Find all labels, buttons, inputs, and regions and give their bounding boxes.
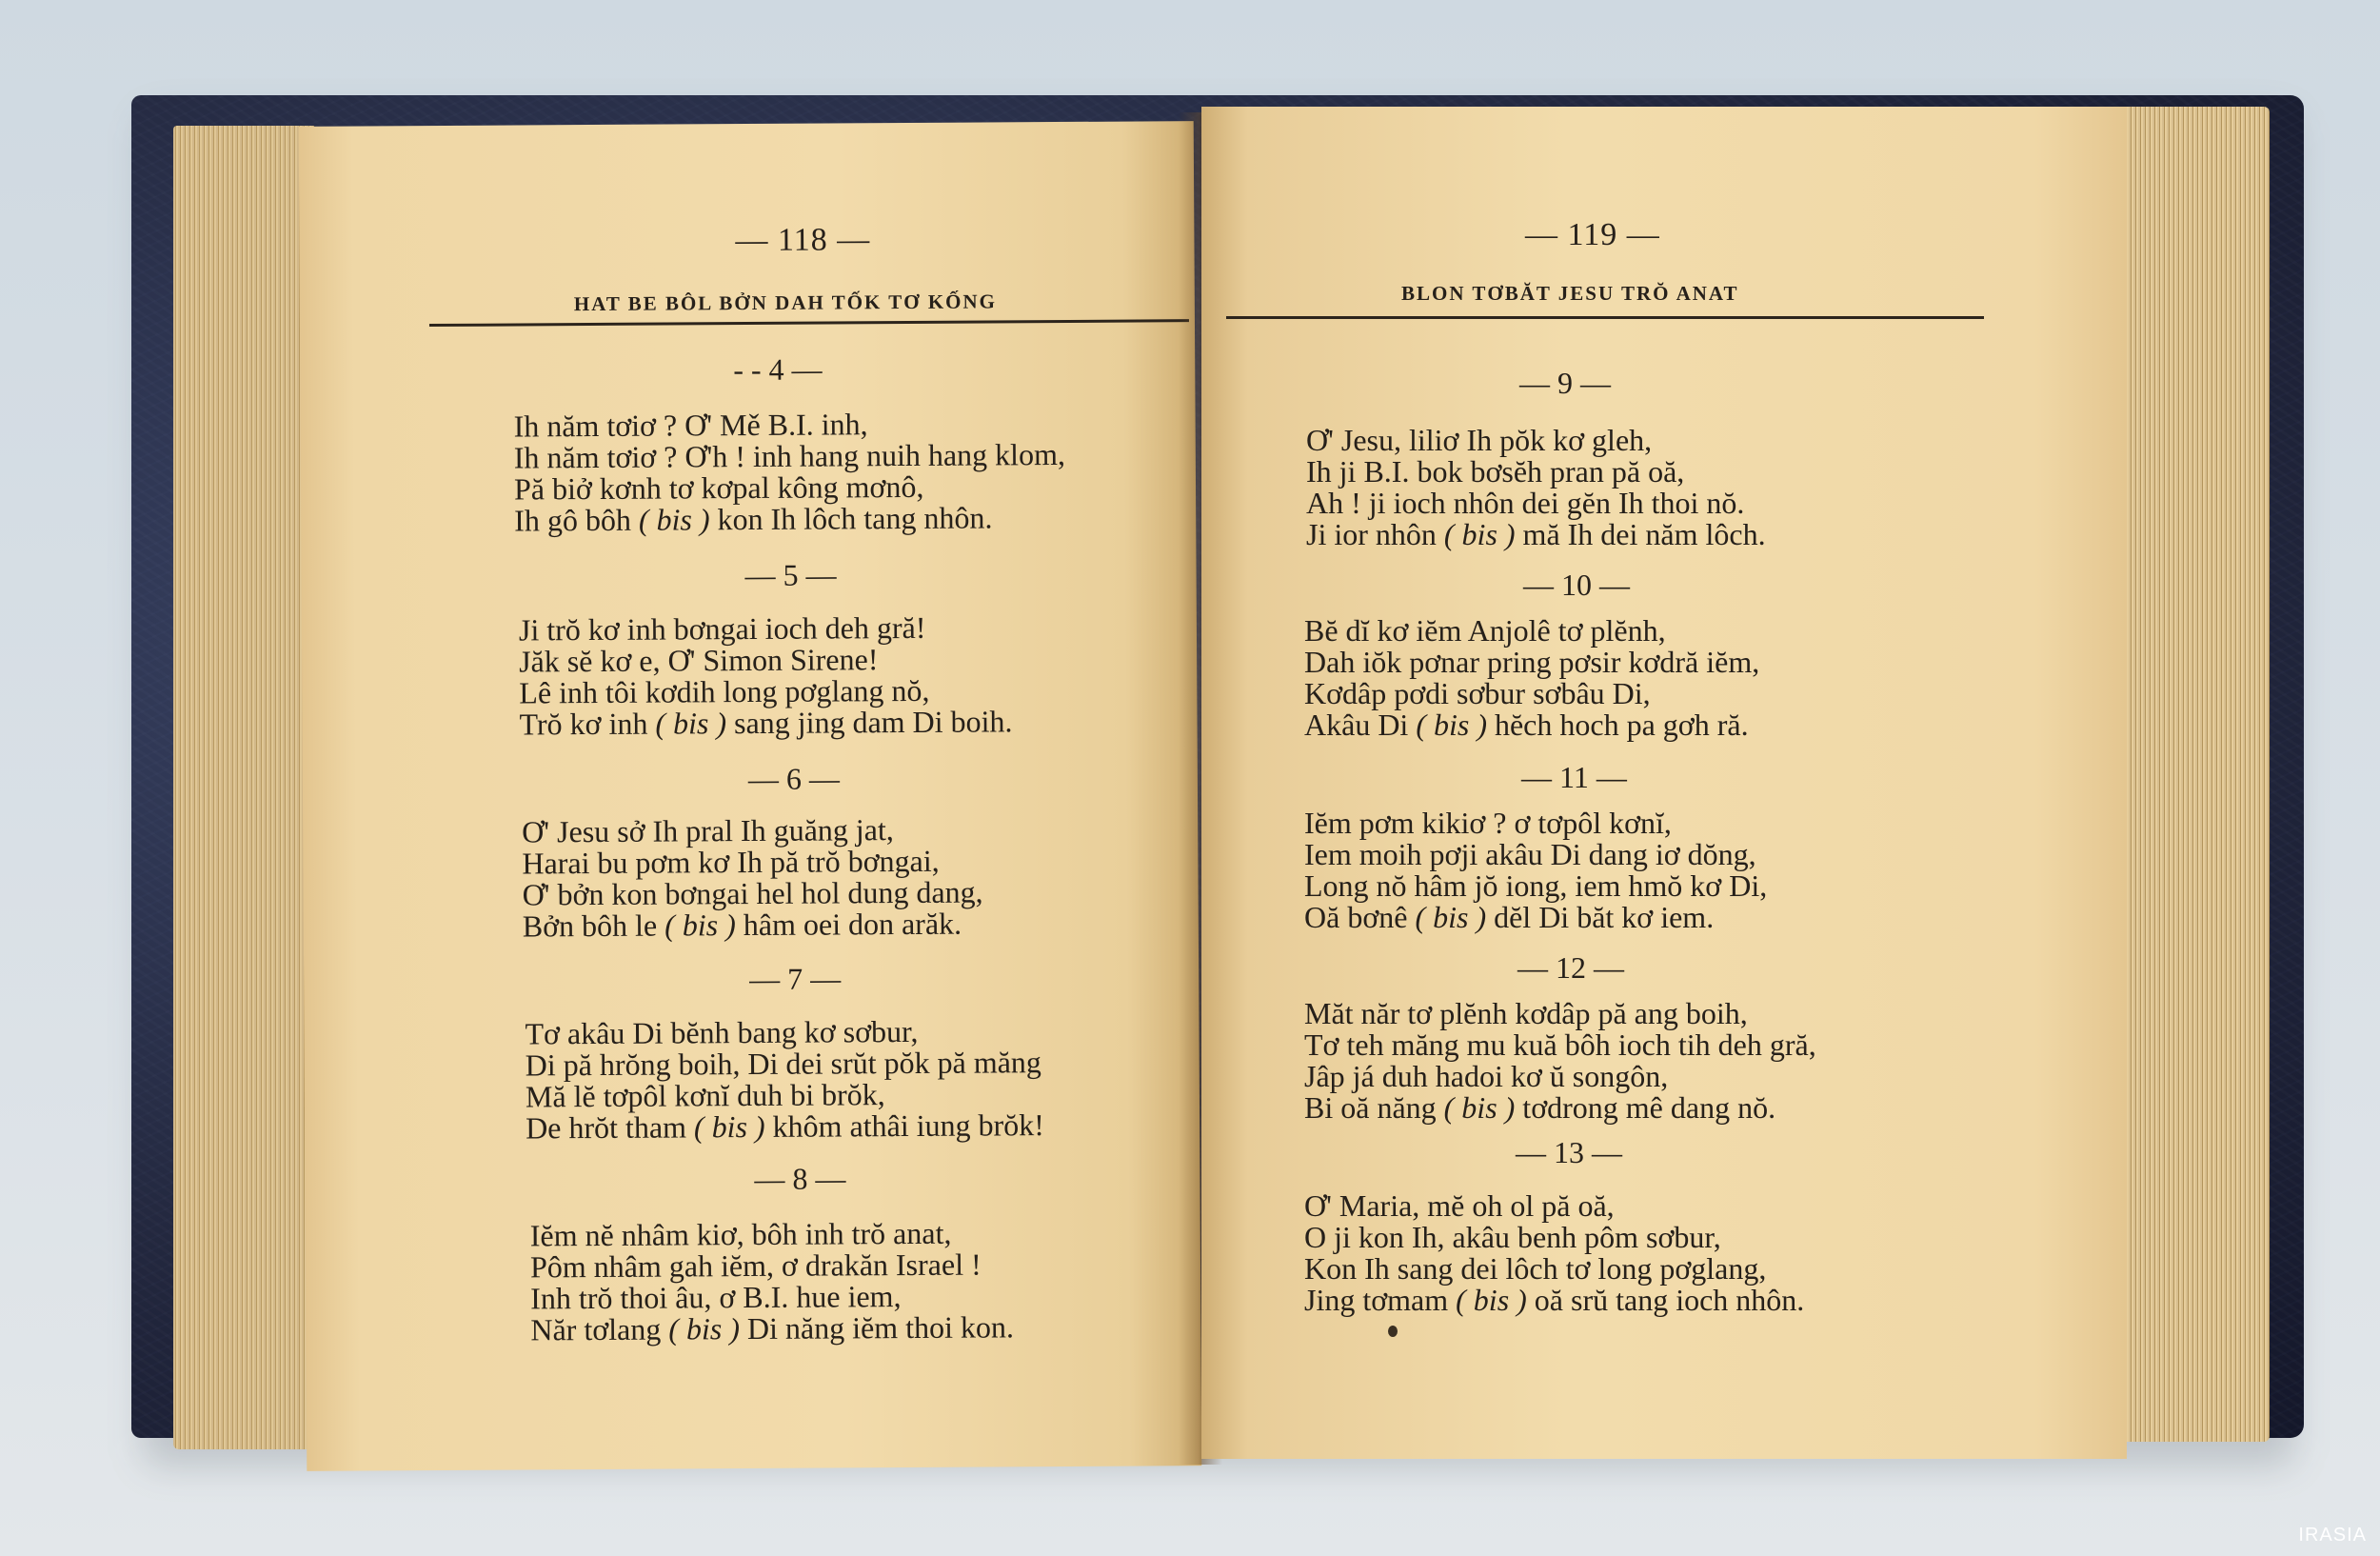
verse-line: De hrŏt tham ( bis ) khôm athâi iung brŏk!: [526, 1107, 1045, 1146]
left-running-head: HAT BE BÔL BỞN DAH TỐK TƠ KỐNG: [573, 289, 998, 316]
verse-line: O ji kon Ih, akâu benh pôm sơbur,: [1304, 1220, 1721, 1254]
verse-line: Dah iŏk pơnar pring pơsir kơdră iĕm,: [1304, 645, 1760, 679]
verse-line: Trŏ kơ inh ( bis ) sang jing dam Di boih.: [519, 704, 1013, 742]
stanza: [1304, 808, 1767, 933]
verse-line: Inh trŏ thoi âu, ơ B.I. hue iem,: [530, 1279, 902, 1316]
verse-line: Jing tơmam ( bis ) oă srŭ tang ioch nhôn.: [1304, 1283, 1805, 1317]
bis-marker: ( bis ): [655, 706, 735, 741]
right-running-head: BLON TƠBĂT JESU TRŎ ANAT: [1401, 282, 1739, 305]
stanza: [522, 814, 983, 943]
verse-line: Jâp já duh hadoi kơ ŭ songôn,: [1304, 1059, 1669, 1093]
stanza: [1304, 1190, 1804, 1316]
verse-line: Mă lĕ tơpôl kơnĭ duh bi brŏk,: [525, 1077, 885, 1114]
verse-line: Ji trŏ kơ inh bơngai ioch deh gră!: [518, 609, 926, 648]
verse-line: Iĕm nĕ nhâm kiơ, bôh inh trŏ anat,: [529, 1215, 952, 1253]
bis-marker: ( bis ): [1416, 708, 1495, 742]
watermark: IRASIA: [2298, 1525, 2367, 1546]
left-header-rule: [429, 319, 1189, 327]
verse-line: Ih ji B.I. bok bơsĕh pran pă oă,: [1306, 454, 1685, 489]
verse-line: Ơ' Maria, mĕ oh ol pă oă,: [1304, 1188, 1615, 1223]
stanza-number: — 9 —: [1519, 366, 1611, 400]
verse-line: Pôm nhâm gah iĕm, ơ drakăn Israel !: [529, 1247, 982, 1285]
verse-line: Măt năr tơ plĕnh kơdâp pă ang boih,: [1304, 996, 1748, 1030]
verse-line: Ji ior nhôn ( bis ) mă Ih dei năm lôch.: [1306, 517, 1766, 551]
verse-line: Ơ' bởn kon bơngai hel hol dung dang,: [522, 874, 983, 912]
verse-line: Bi oă năng ( bis ) tơdrong mê dang nŏ.: [1304, 1090, 1776, 1125]
right-page-edges: [2119, 107, 2270, 1442]
verse-line: Tơ akâu Di bĕnh bang kơ sơbur,: [525, 1013, 919, 1051]
bis-marker: ( bis ): [1456, 1283, 1535, 1317]
stanza-number: — 11 —: [1521, 760, 1627, 794]
verse-line: Akâu Di ( bis ) hĕch hoch pa gơh ră.: [1304, 708, 1749, 742]
bis-marker: ( bis ): [693, 1108, 773, 1145]
verse-line: Di pă hrŏng boih, Di dei srŭt pŏk pă măng: [525, 1045, 1041, 1083]
stanza: [519, 611, 1013, 740]
verse-line: Oă bơnê ( bis ) dĕl Di băt kơ iem.: [1304, 900, 1715, 934]
stanza-number: — 7 —: [749, 961, 842, 997]
verse-line: Tơ teh măng mu kuă bôh ioch tih deh gră,: [1304, 1027, 1816, 1062]
left-page-number: — 118 —: [735, 222, 871, 259]
verse-line: Năr tơlang ( bis ) Di năng iĕm thoi kon.: [530, 1309, 1015, 1347]
verse-line: Kơdâp pơdi sơbur sơbâu Di,: [1304, 676, 1651, 710]
verse-line: Iĕm pơm kikiơ ? ơ tơpôl kơnĭ,: [1304, 806, 1672, 840]
stanza-number: — 13 —: [1516, 1135, 1622, 1169]
ink-spot: [1388, 1326, 1398, 1337]
stanza-number: — 8 —: [754, 1161, 846, 1196]
stanza: [530, 1217, 1014, 1346]
verse-line: Long nŏ hâm jŏ iong, iem hmŏ kơ Di,: [1304, 868, 1768, 903]
stanza: [1304, 615, 1759, 741]
verse-line: Kon Ih sang dei lôch tơ long pơglang,: [1304, 1251, 1767, 1286]
stanza-number: — 5 —: [744, 557, 837, 593]
verse-line: Jăk sĕ kơ e, Ơ' Simon Sirene!: [519, 642, 879, 679]
bis-marker: ( bis ): [664, 908, 744, 943]
verse-line: Bĕ dĭ kơ iĕm Anjolê tơ plĕnh,: [1304, 613, 1666, 648]
verse-line: Ih năm tơiơ ? Ơ'h ! inh hang nuih hang klom,: [513, 436, 1066, 475]
stanza-number: — 12 —: [1517, 950, 1624, 985]
right-header-rule: [1226, 316, 1984, 319]
verse-line: Harai bu pơm kơ Ih pă trŏ bơngai,: [522, 843, 940, 881]
stanza: [1306, 425, 1766, 550]
bis-marker: ( bis ): [1443, 517, 1523, 551]
left-page-edges: [173, 126, 314, 1449]
right-page-number: — 119 —: [1525, 217, 1660, 252]
bis-marker: ( bis ): [1443, 1090, 1523, 1125]
verse-line: Ah ! ji ioch nhôn dei gĕn Ih thoi nŏ.: [1306, 486, 1745, 520]
stanza-number: — 6 —: [747, 761, 840, 797]
bis-marker: ( bis ): [638, 502, 718, 537]
verse-line: Ơ' Jesu, liliơ Ih pŏk kơ gleh,: [1306, 423, 1653, 457]
verse-line: Bởn bôh le ( bis ) hâm oei don arăk.: [522, 906, 962, 944]
verse-line: Pă biở kơnh tơ kơpal kông mơnô,: [513, 469, 924, 507]
stanza: [514, 408, 1066, 537]
verse-line: Lê inh tôi kơdih long pơglang nŏ,: [519, 672, 930, 710]
stanza: [1304, 998, 1816, 1124]
stanza-number: - - 4 —: [733, 351, 823, 388]
stanza-number: — 10 —: [1523, 568, 1630, 602]
verse-line: Ih gô bôh ( bis ) kon Ih lôch tang nhôn.: [514, 500, 993, 538]
verse-line: Ih năm tơiơ ? Ơ' Mě B.I. inh,: [513, 407, 868, 444]
verse-line: Iem moih pơji akâu Di dang iơ dŏng,: [1304, 837, 1756, 871]
bis-marker: ( bis ): [668, 1311, 748, 1347]
verse-line: Ơ' Jesu sở Ih pral Ih guăng jat,: [522, 812, 894, 849]
stanza: [525, 1015, 1044, 1144]
left-page: [299, 121, 1202, 1471]
right-page: [1201, 107, 2127, 1459]
bis-marker: ( bis ): [1415, 900, 1495, 934]
